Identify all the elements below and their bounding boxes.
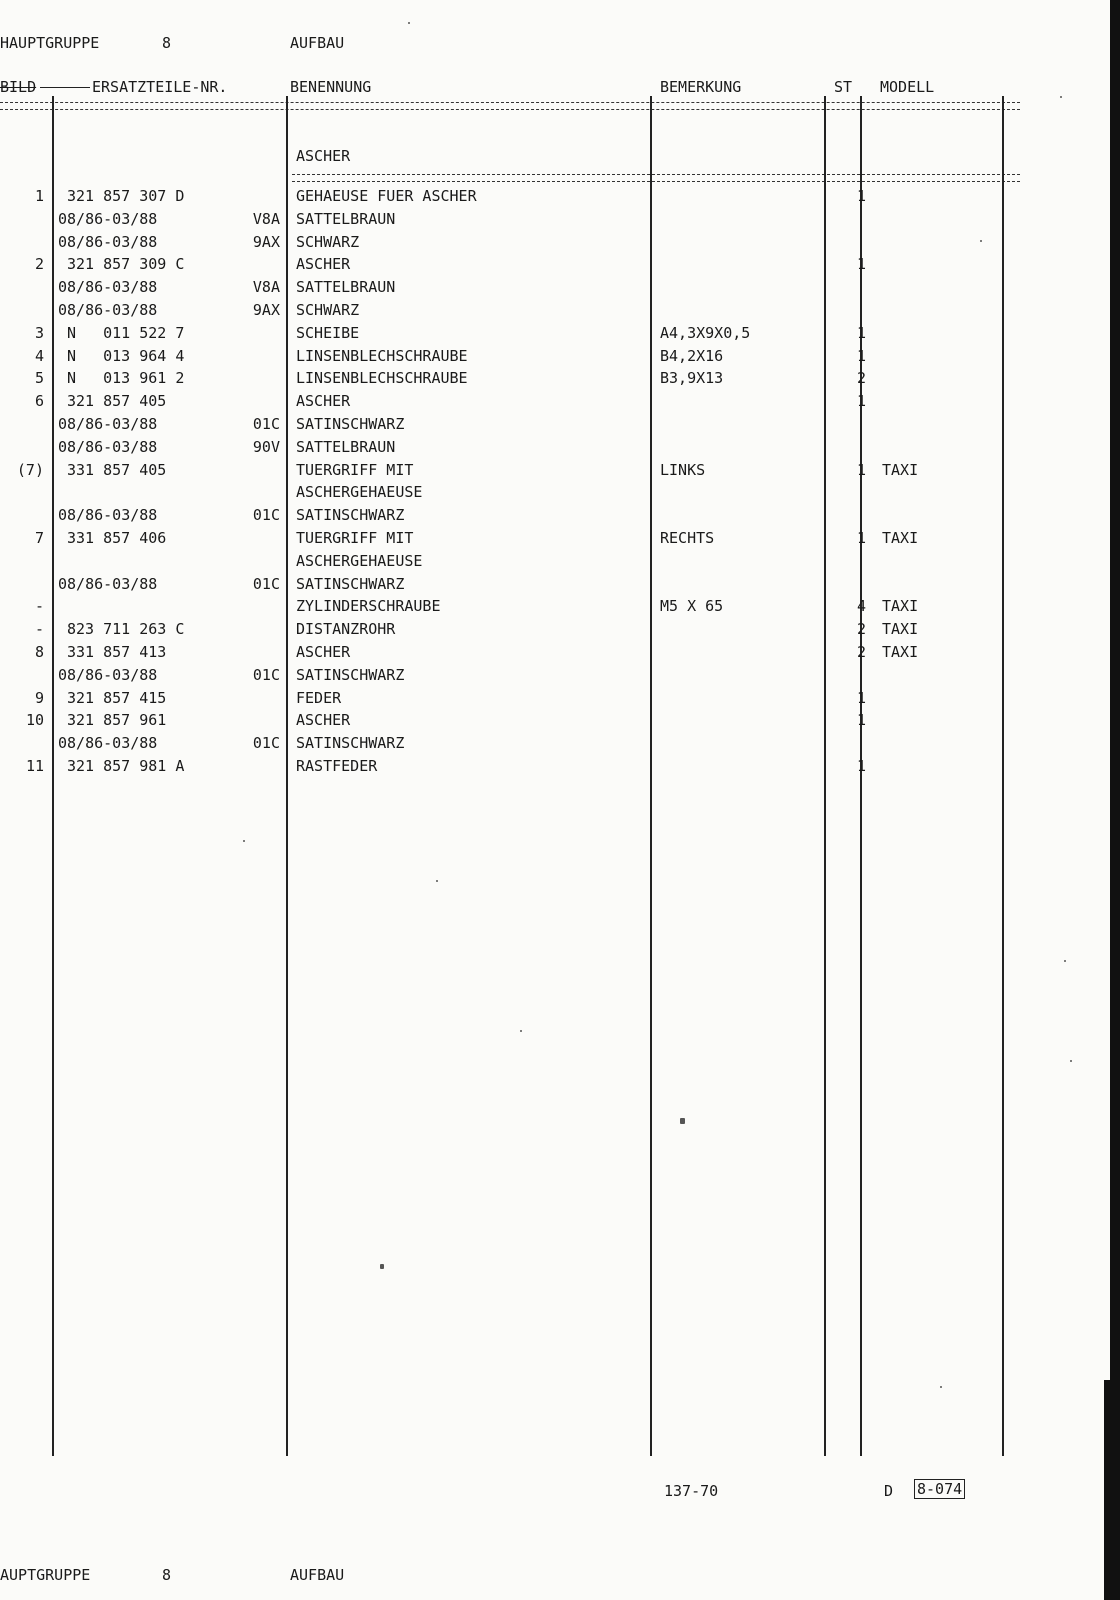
- description: LINSENBLECHSCHRAUBE: [296, 369, 468, 388]
- description: ASCHERGEHAEUSE: [296, 483, 423, 502]
- part-number: 321 857 961: [67, 711, 167, 730]
- model: TAXI: [882, 620, 919, 639]
- quantity: 1: [856, 460, 866, 479]
- date-range: 08/86-03/88: [58, 232, 158, 251]
- part-number: 321 857 307 D: [67, 187, 185, 205]
- variant-code: 9AX: [252, 232, 280, 251]
- description: TUERGRIFF MIT: [296, 460, 414, 479]
- part-number: N 013 964 4: [67, 346, 185, 365]
- table-row: [0, 324, 1020, 347]
- page-code: 8-074: [914, 1480, 965, 1498]
- table-row: [0, 483, 1020, 506]
- next-group-name: AUFBAU: [290, 1566, 345, 1584]
- table-row: [0, 255, 1020, 278]
- remark: LINKS: [660, 460, 706, 479]
- group-number: 8: [162, 34, 172, 52]
- variant-code: 01C: [252, 506, 280, 525]
- table-row: [0, 461, 1020, 484]
- table-row: [0, 666, 1020, 689]
- strike-line: [40, 87, 90, 88]
- part-number: 823 711 263 C: [67, 620, 185, 639]
- description: SATINSCHWARZ: [296, 734, 405, 753]
- quantity: 2: [856, 620, 866, 639]
- table-row: [0, 734, 1020, 757]
- description: SATINSCHWARZ: [296, 574, 405, 593]
- table-row: [0, 689, 1020, 712]
- bild-number: (7): [16, 460, 44, 479]
- part-number: N 013 961 2: [67, 369, 185, 388]
- description: RASTFEDER: [296, 757, 378, 775]
- next-group-label: AUPTGRUPPE: [0, 1566, 91, 1584]
- date-range: 08/86-03/88: [58, 209, 158, 228]
- quantity: 2: [856, 369, 866, 388]
- remark: A4,3X9X0,5: [660, 323, 751, 342]
- part-number: 321 857 981 A: [67, 757, 185, 775]
- col-model: MODELL: [880, 78, 935, 96]
- bild-number: 3: [34, 323, 44, 342]
- table-row: [0, 597, 1020, 620]
- variant-code: V8A: [252, 209, 280, 228]
- table-row: [0, 620, 1020, 643]
- date-range: 08/86-03/88: [58, 734, 158, 753]
- description: GEHAEUSE FUER ASCHER: [296, 187, 477, 205]
- description: ASCHER: [296, 392, 351, 411]
- bild-number: 8: [34, 643, 44, 661]
- table-row: [0, 575, 1020, 598]
- scan-edge-thick: [1104, 1380, 1110, 1600]
- page-ref: 137-70: [664, 1482, 719, 1500]
- table-row: [0, 552, 1020, 575]
- col-part-no: ERSATZTEILE-NR.: [92, 78, 228, 96]
- description: DISTANZROHR: [296, 620, 396, 639]
- table-row: [0, 392, 1020, 415]
- variant-code: 01C: [252, 734, 280, 753]
- bild-number: 5: [34, 369, 44, 388]
- description: SCHWARZ: [296, 301, 360, 319]
- col-bild: BILD: [0, 78, 37, 96]
- model: TAXI: [882, 529, 919, 547]
- description: ASCHER: [296, 255, 351, 274]
- date-range: 08/86-03/88: [58, 437, 158, 456]
- bild-number: 7: [34, 529, 44, 547]
- part-number: N 011 522 7: [67, 323, 185, 342]
- part-number: 331 857 406: [67, 529, 167, 547]
- part-number: 331 857 405: [67, 460, 167, 479]
- description: SCHEIBE: [296, 323, 360, 342]
- col-name: BENENNUNG: [290, 78, 372, 96]
- bild-number: 9: [34, 688, 44, 707]
- model: TAXI: [882, 597, 919, 616]
- bild-number: 11: [25, 757, 44, 775]
- variant-code: 01C: [252, 574, 280, 593]
- quantity: 2: [856, 643, 866, 661]
- section-title: ASCHER: [296, 147, 351, 165]
- variant-code: V8A: [252, 278, 280, 297]
- description: LINSENBLECHSCHRAUBE: [296, 346, 468, 365]
- date-range: 08/86-03/88: [58, 415, 158, 433]
- table-row: [0, 415, 1020, 438]
- header-rule: [0, 102, 1020, 110]
- table-row: [0, 301, 1020, 324]
- quantity: 4: [856, 597, 866, 616]
- table-row: [0, 757, 1020, 780]
- part-number: 321 857 309 C: [67, 255, 185, 274]
- model: TAXI: [882, 643, 919, 661]
- description: SATTELBRAUN: [296, 209, 396, 228]
- description: ASCHERGEHAEUSE: [296, 551, 423, 570]
- description: SCHWARZ: [296, 232, 360, 251]
- quantity: 1: [856, 529, 866, 547]
- scan-edge: [1110, 0, 1120, 1600]
- date-range: 08/86-03/88: [58, 506, 158, 525]
- bild-number: 1: [34, 187, 44, 205]
- table-row: [0, 529, 1020, 552]
- date-range: 08/86-03/88: [58, 278, 158, 297]
- date-range: 08/86-03/88: [58, 665, 158, 684]
- variant-code: 01C: [252, 415, 280, 433]
- table-row: [0, 506, 1020, 529]
- description: ASCHER: [296, 643, 351, 661]
- description: SATTELBRAUN: [296, 437, 396, 456]
- quantity: 1: [856, 187, 866, 205]
- part-number: 331 857 413: [67, 643, 167, 661]
- table-row: [0, 711, 1020, 734]
- next-group-number: 8: [162, 1566, 172, 1584]
- bild-number: 6: [34, 392, 44, 411]
- table-row: [0, 438, 1020, 461]
- description: SATTELBRAUN: [296, 278, 396, 297]
- part-number: 321 857 405: [67, 392, 167, 411]
- col-qty: ST: [834, 78, 853, 96]
- remark: RECHTS: [660, 529, 715, 547]
- description: ASCHER: [296, 711, 351, 730]
- col-remark: BEMERKUNG: [660, 78, 742, 96]
- quantity: 1: [856, 323, 866, 342]
- quantity: 1: [856, 392, 866, 411]
- description: SATINSCHWARZ: [296, 665, 405, 684]
- bild-number: 2: [34, 255, 44, 274]
- description: FEDER: [296, 688, 342, 707]
- table-row: [0, 369, 1020, 392]
- variant-code: 01C: [252, 665, 280, 684]
- bild-number: 10: [25, 711, 44, 730]
- date-range: 08/86-03/88: [58, 301, 158, 319]
- remark: B4,2X16: [660, 346, 724, 365]
- quantity: 1: [856, 688, 866, 707]
- quantity: 1: [856, 711, 866, 730]
- group-label: HAUPTGRUPPE: [0, 34, 100, 52]
- table-row: [0, 278, 1020, 301]
- table-row: [0, 210, 1020, 233]
- quantity: 1: [856, 757, 866, 775]
- table-row: [0, 233, 1020, 256]
- quantity: 1: [856, 255, 866, 274]
- part-number: 321 857 415: [67, 688, 167, 707]
- group-name: AUFBAU: [290, 34, 345, 52]
- bild-number: 4: [34, 346, 44, 365]
- bild-number: -: [34, 620, 44, 639]
- section-rule: [292, 174, 1020, 182]
- bild-number: -: [34, 597, 44, 616]
- table-row: [0, 643, 1020, 666]
- description: TUERGRIFF MIT: [296, 529, 414, 547]
- footer-prefix: D: [884, 1482, 894, 1500]
- remark: M5 X 65: [660, 597, 724, 616]
- description: ZYLINDERSCHRAUBE: [296, 597, 441, 616]
- table-row: [0, 347, 1020, 370]
- description: SATINSCHWARZ: [296, 415, 405, 433]
- variant-code: 9AX: [252, 301, 280, 319]
- description: SATINSCHWARZ: [296, 506, 405, 525]
- date-range: 08/86-03/88: [58, 574, 158, 593]
- model: TAXI: [882, 460, 919, 479]
- remark: B3,9X13: [660, 369, 724, 388]
- quantity: 1: [856, 346, 866, 365]
- variant-code: 90V: [252, 437, 280, 456]
- table-row: [0, 187, 1020, 210]
